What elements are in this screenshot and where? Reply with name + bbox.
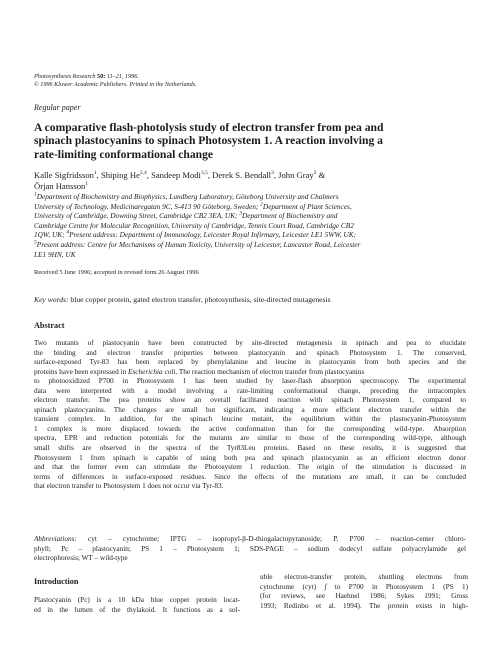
author-name: , Shiping He [96,170,140,180]
abstract-body [34,339,466,492]
author-affil-sup: 2,4 [139,170,147,177]
affil-sup: 5 [34,239,37,246]
affil-text: Cambridge Centre for Molecular Recognition, University of Cambridge, Tennis Court Road, Cambridge CB2 [34,220,354,230]
author-name: Örjan Hansson [34,181,86,191]
abstract-line: the binding and electron transfer properties between plastocyanin and spinach Photosystem 1. The conserved, [34,348,466,357]
intro-right-column [260,573,468,611]
affil-text: University of Cambridge, Downing Street, Cambridge CB2 3EA, UK; [34,211,240,221]
abstract-text: proteins have been expressed in [34,367,129,376]
abbrev-label: Abbreviations: [34,535,77,543]
author-affil-sup: 1 [93,170,97,177]
abstract-line: 1 complex is more displaced towards the active conformation than for the corresponding wild-type. Absorption [34,424,466,433]
title-line: A comparative flash-photolysis study of electron transfer from pea and [34,121,384,134]
intro-left-column [34,596,240,615]
abstract-line: spectra, EPR and reduction potentials for the mutants are similar to those of the corresponding wild-type, although [34,434,466,443]
journal-volume: 50: [97,73,106,80]
copyright-line: © 1996 Kluwer Academic Publishers. Printed in the Netherlands. [34,81,197,89]
keywords [34,295,464,305]
abstract-line: and that the former even can stimulate the Photosystem 1 reduction. The origin of the stimulation is discussed in [34,463,466,472]
intro-text: cytochrome (cyt) [260,582,325,591]
abstract-line: small shifts are observed in the spectra of the Tyr83Leu proteins. Based on these results, it is suggested that [34,444,466,453]
affil-text: Present address: Department of Immunology, Leicester Royal Infirmary, Leicester LE1 5WW, UK; [69,230,357,240]
affil-sup: 4 [66,229,70,236]
abstract-line: transient complex. In addition, for the spinach leucine mutant, the equilibrium within the plastocyanin-Photosystem [34,415,466,424]
abstract-text: . The reaction mechanism of electron transfer from plastocyanins [175,367,365,376]
author-affil-sup: 1 [85,181,89,188]
author-name: , Sandeep Modi [146,170,201,180]
affil-text: 1QW, UK; [34,230,67,240]
author-list [34,170,454,192]
abstract-line: surface-exposed Tyr-83 has been replaced by phenylalanine and leucine in plastocyanin from both species and the [34,358,466,367]
author-affil-sup: 3 [271,170,274,177]
keywords-label: Key words: [34,295,69,304]
abbrev-text: cyt – cytochrome; IPTG – isopropyl-β-D-thiogalactopyranoside; P, P700 – reaction-center chloro- [76,535,466,543]
received-dates: Received 5 June 1996; accepted in revised form 26 August 1996 [34,269,199,276]
abstract-line: electron transfer. The pea proteins show an overall facilitated reaction with spinach Photosystem 1, compared to [34,396,466,405]
author-name: , John Gray [273,170,314,180]
abstract-line: terms of differences in surface-exposed residues. Since the effects of the mutations are small, it can be concluded [34,472,466,481]
intro-italic: f [324,582,327,591]
affil-sup: 2 [260,201,263,208]
section-label: Regular paper [34,103,81,112]
keywords-text: blue copper protein, gated electron transfer, photosynthesis, site-directed mutagenesis [68,295,331,304]
intro-line: Plastocyanin (Pc) is a 10 kDa blue copper protein locat- [34,596,240,604]
abbreviations [34,535,466,564]
intro-line [260,583,468,593]
abbrev-line [34,535,466,545]
author-affil-sup: 2 [313,170,317,177]
affil-text: Department of Biochemistry and Biophysics, Lundberg Laboratory, Göteborg University and Chalmers [36,192,339,201]
abbrev-line: electrophoresis; WT – wild-type [34,554,128,563]
affil-sup: 3 [239,210,242,217]
intro-line: ed in the lumen of the thylakoid. It functions as a sol- [34,605,240,614]
intro-text: to P700 in Photosystem 1 (PS 1) [326,582,468,591]
journal-pages-year: 11–21, 1996. [105,73,139,80]
abstract-line: spinach plastocyanins. The changes are small but significant, indicating a more efficient electron transfer within the [34,405,466,414]
affil-text: Present address: Centre for Mechanisms of Human Toxicity, University of Leicester, Lancaster Road, Leicester [36,239,361,249]
journal-name: Photosynthesis Research [34,73,96,80]
species-name: Escherichia coli [128,367,176,376]
author-name: Kalle Sigfridsson [34,170,94,180]
intro-line: (for reviews, see Haehnel 1986; Sykes 1991; Gross [260,592,468,601]
abstract-line [34,368,466,378]
intro-line: uble electron-transfer protein, shuttling electrons from [260,573,468,581]
author-affil-sup: 3,5 [200,170,208,177]
abstract-line: data were interpreted with a model involving a rate-limiting conformational change, preceding the intracomplex [34,386,466,395]
abstract-line: that electron transfer to Photosystem 1 does not occur via Tyr-83. [34,482,224,491]
paper-title [34,121,454,161]
abstract-line: to photooxidized P700 in Photosystem 1 has been studied by laser-flash absorption spectroscopy. The experimental [34,377,466,386]
affil-text: Department of Biochemistry and [242,211,338,221]
affil-text: LE1 9HN, UK [34,249,76,259]
author-name: , Derek S. Bendall [207,170,272,180]
abstract-heading: Abstract [34,321,65,330]
journal-header [34,73,197,89]
intro-heading: Introduction [34,577,79,586]
affil-sup: 1 [34,191,37,198]
abbrev-line: phyll; Pc – plastocyanin; PS 1 – Photosystem 1; SDS-PAGE – sodium dodecyl sulfate polyacrylamide gel [34,544,466,553]
title-line: spinach plastocyanins to spinach Photosystem 1. A reaction involving a [34,134,383,148]
affil-text: Department of Plant Sciences, [262,201,352,211]
abstract-line: Photosystem 1 from spinach is capable of using both pea and spinach plastocyanin as an efficient electron donor [34,453,466,462]
intro-line: 1993; Redinbo et al. 1994). The protein exists in high- [260,601,468,610]
affiliations [34,192,464,259]
author-separator: & [316,170,326,180]
affil-text: University of Technology, Medicinaregatan 9C, S-413 90 Göteborg, Sweden; [34,201,261,211]
abstract-line: Two mutants of plastocyanin have been constructed by site-directed mutagenesis in spinach and pea to elucidate [34,339,466,347]
title-line: rate-limiting conformational change [34,147,214,161]
